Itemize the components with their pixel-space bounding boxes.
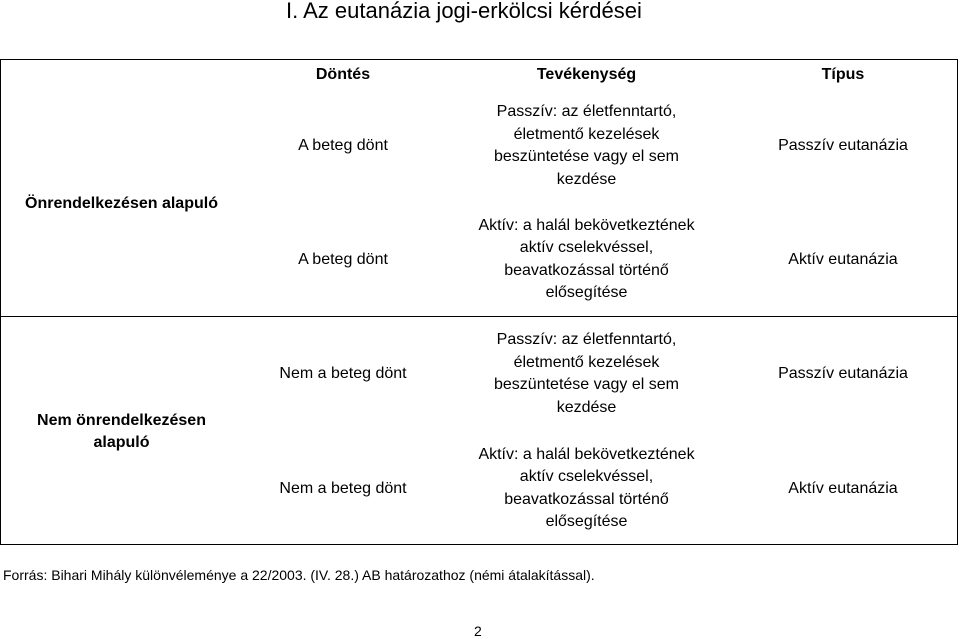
page-title: I. Az eutanázia jogi-erkölcsi kérdései [286,0,642,23]
type-cell: Passzív eutanázia [778,137,908,154]
group-divider [0,316,958,317]
activity-line: életmentő kezelések [513,125,660,143]
header-type: Típus [821,66,865,83]
activity-line: kezdése [556,398,617,416]
header-activity: Tevékenység [536,66,637,83]
activity-cell [444,90,729,202]
activity-cell [444,317,729,431]
activity-line: Aktív: a halál bekövetkeztének [478,445,695,463]
category-label-line: Nem önrendelkezésen [37,411,206,429]
activity-line: beavatkozással történő [504,490,669,508]
activity-line: Passzív: az életfenntartó, [496,331,677,348]
source-note: Forrás: Bihari Mihály különvéleménye a 22/2003. (IV. 28.) AB határozathoz (némi átalakítással). [3,567,595,583]
activity-line: aktív cselekvéssel, [519,468,654,485]
activity-line: Passzív: az életfenntartó, [496,103,677,120]
euthanasia-table [0,59,958,545]
activity-line: kezdése [556,170,617,188]
type-cell: Passzív eutanázia [778,365,908,382]
category-label-line: alapuló [93,433,150,451]
header-empty [1,60,242,90]
activity-line: elősegítése [545,513,628,530]
type-cell: Aktív eutanázia [788,250,898,268]
activity-line: beszüntetése vagy el sem [494,376,679,393]
page-number: 2 [474,623,482,639]
activity-line: beavatkozással történő [504,261,669,279]
activity-line: aktív cselekvéssel, [519,239,654,256]
category-label: Önrendelkezésen alapuló [25,194,218,212]
activity-line: Aktív: a halál bekövetkeztének [478,216,695,234]
decision-cell: Nem a beteg dönt [279,479,407,497]
header-decision: Döntés [315,66,371,83]
category-not-self-determined [1,317,242,546]
decision-cell: A beteg dönt [298,137,388,154]
activity-cell [444,431,729,546]
type-cell: Aktív eutanázia [788,479,898,497]
activity-cell [444,202,729,317]
activity-line: elősegítése [545,284,628,301]
category-self-determined [1,90,242,317]
decision-cell: A beteg dönt [298,250,388,268]
activity-line: beszüntetése vagy el sem [494,148,679,165]
activity-line: életmentő kezelések [513,353,660,371]
decision-cell: Nem a beteg dönt [279,365,407,382]
